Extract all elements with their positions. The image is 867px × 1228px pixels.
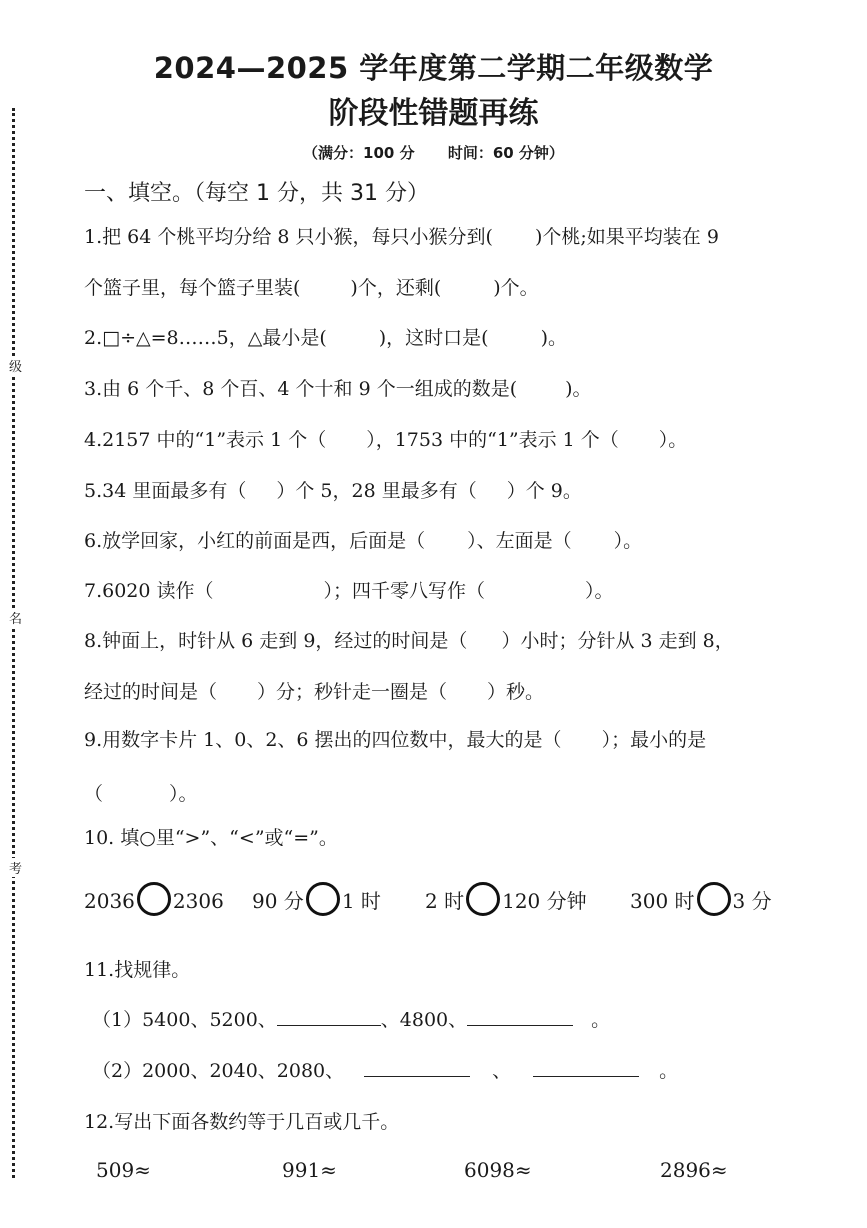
approx-item: 509≈ xyxy=(96,1158,151,1182)
approx-item: 6098≈ xyxy=(464,1158,532,1182)
binding-dotted-line xyxy=(12,108,15,1178)
question-4: 4.2157 中的“1”表示 1 个（ ），1753 中的“1”表示 1 个（ ）。 xyxy=(84,429,688,451)
question-12-title: 12.写出下面各数约等于几百或几千。 xyxy=(84,1111,400,1133)
margin-label-exam: 考 xyxy=(9,858,22,877)
exam-score-time xyxy=(0,142,867,163)
question-11-title: 11.找规律。 xyxy=(84,959,191,981)
margin-label-class: 级 xyxy=(9,356,22,375)
answer-circle[interactable] xyxy=(466,882,500,916)
question-7: 7.6020 读作（ ）；四千零八写作（ ）。 xyxy=(84,580,614,602)
question-1-line2: 个篮子里，每个篮子里装( )个，还剩( )个。 xyxy=(84,277,539,299)
question-11-part2: （2）2000、2040、2080、 、 。 xyxy=(92,1060,679,1082)
answer-circle[interactable] xyxy=(137,882,171,916)
question-6: 6.放学回家，小红的前面是西，后面是（ ）、左面是（ ）。 xyxy=(84,530,643,552)
question-5: 5.34 里面最多有（ ）个 5，28 里最多有（ ）个 9。 xyxy=(84,480,582,502)
answer-line[interactable] xyxy=(364,1058,470,1077)
time-limit: 时间：60 分钟） xyxy=(447,144,564,162)
question-9-line2: （ ）。 xyxy=(84,783,198,805)
exam-title-line2: 阶段性错题再练 xyxy=(328,96,539,131)
full-score: （满分：100 分 xyxy=(303,144,415,162)
question-11-part1: （1）5400、5200、 、4800、 。 xyxy=(92,1009,611,1031)
approx-item: 991≈ xyxy=(282,1158,337,1182)
question-1-line1: 1.把 64 个桃平均分给 8 只小猴，每只小猴分到( )个桃;如果平均装在 9 xyxy=(84,226,719,248)
compare-item: 300 时 3 分 xyxy=(630,882,772,916)
question-8-line1: 8.钟面上，时针从 6 走到 9，经过的时间是（ ）小时；分针从 3 走到 8， xyxy=(84,630,734,652)
compare-item: 90 分 1 时 xyxy=(252,882,381,916)
question-8-line2: 经过的时间是（ ）分；秒针走一圈是（ ）秒。 xyxy=(84,681,545,703)
answer-line[interactable] xyxy=(467,1007,573,1026)
question-10-title: 10. 填○里“>”、“<”或“=”。 xyxy=(84,827,338,849)
exam-title-line1: 2024—2025 学年度第二学期二年级数学 xyxy=(153,51,714,85)
question-9-line1: 9.用数字卡片 1、0、2、6 摆出的四位数中，最大的是（ ）；最小的是 xyxy=(84,729,707,751)
section-heading: 一、填空。（每空 1 分，共 31 分） xyxy=(84,181,429,206)
compare-item: 2036 2306 xyxy=(84,882,224,916)
margin-label-name: 名 xyxy=(9,608,22,627)
answer-circle[interactable] xyxy=(306,882,340,916)
compare-item: 2 时 120 分钟 xyxy=(425,882,587,916)
answer-circle[interactable] xyxy=(697,882,731,916)
question-2: 2.□÷△=8……5，△最小是( )，这时口是( )。 xyxy=(84,327,567,349)
question-3: 3.由 6 个千、8 个百、4 个十和 9 个一组成的数是( )。 xyxy=(84,378,592,400)
answer-line[interactable] xyxy=(533,1058,639,1077)
approx-item: 2896≈ xyxy=(660,1158,728,1182)
answer-line[interactable] xyxy=(277,1007,381,1026)
